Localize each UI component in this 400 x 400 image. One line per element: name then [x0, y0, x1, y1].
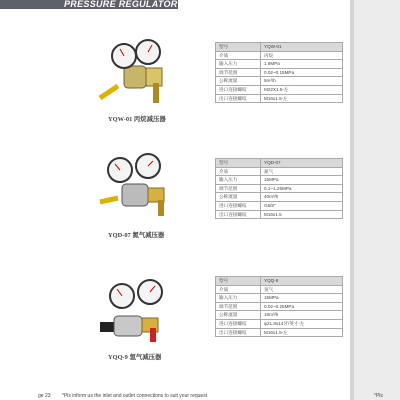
spec-label: 进口连接螺纹 — [216, 201, 261, 210]
spec-row — [216, 77, 343, 86]
spec-value: 0.1~1.25MPa — [261, 184, 343, 193]
footer-note: *Pls inform us the inlet and outlet connections to suit your request — [62, 393, 208, 399]
spec-value: M16x1.5 — [261, 210, 343, 219]
spec-label: 调节范围 — [216, 184, 261, 193]
spec-row — [216, 159, 343, 168]
spec-value: φ21.8x14牙/英寸-左 — [261, 319, 343, 328]
spec-value: 1.6MPa — [261, 60, 343, 69]
spec-value: 0.02~0.15MPa — [261, 68, 343, 77]
spec-label: 出口连接螺纹 — [216, 94, 261, 103]
spec-value: 15MPa — [261, 176, 343, 185]
spec-label: 型号 — [216, 277, 261, 286]
spec-label: 进口连接螺纹 — [216, 319, 261, 328]
spec-value: 5m³/h — [261, 77, 343, 86]
page-number: ge 23 — [38, 393, 51, 399]
spec-label: 输入压力 — [216, 176, 261, 185]
spec-label: 进口连接螺纹 — [216, 85, 261, 94]
spec-row — [216, 176, 343, 185]
page-footer — [0, 393, 400, 400]
next-page-edge — [350, 0, 400, 400]
spec-row — [216, 85, 343, 94]
page-header — [0, 0, 400, 9]
spec-value: 0.02~0.25MPa — [261, 302, 343, 311]
spec-label: 输入压力 — [216, 294, 261, 303]
spec-table — [215, 158, 343, 219]
spec-value: YQQ-9 — [261, 277, 343, 286]
spec-label: 公称流量 — [216, 77, 261, 86]
spec-row — [216, 285, 343, 294]
spec-table — [215, 276, 343, 337]
spec-label: 型号 — [216, 159, 261, 168]
nitrogen-regulator-image — [98, 152, 178, 220]
spec-table — [215, 42, 343, 103]
spec-row — [216, 43, 343, 52]
spec-value: 丙烷 — [261, 51, 343, 60]
spec-row — [216, 210, 343, 219]
spec-row — [216, 328, 343, 337]
spec-label: 介质 — [216, 167, 261, 176]
propane-regulator-image — [98, 38, 178, 108]
spec-row — [216, 51, 343, 60]
next-page-note: *Pls — [374, 393, 383, 399]
spec-value: M16x1.5-左 — [261, 328, 343, 337]
product-name: YQD-07 氮气减压器 — [108, 232, 165, 239]
spec-value: 40m³/h — [261, 193, 343, 202]
spec-label: 公称流量 — [216, 193, 261, 202]
spec-row — [216, 60, 343, 69]
spec-row — [216, 302, 343, 311]
spec-row — [216, 167, 343, 176]
spec-value: 氮气 — [261, 167, 343, 176]
spec-value: 16m³/h — [261, 311, 343, 320]
spec-label: 出口连接螺纹 — [216, 328, 261, 337]
spec-row — [216, 201, 343, 210]
spec-label: 调节范围 — [216, 302, 261, 311]
spec-value: M16x1.5-左 — [261, 94, 343, 103]
spec-row — [216, 184, 343, 193]
spec-label: 公称流量 — [216, 311, 261, 320]
product-name: YQQ-9 氢气减压器 — [108, 354, 162, 361]
spec-value: M22X1.5-左 — [261, 85, 343, 94]
spec-label: 调节范围 — [216, 68, 261, 77]
spec-label: 出口连接螺纹 — [216, 210, 261, 219]
spec-label: 型号 — [216, 43, 261, 52]
spec-row — [216, 294, 343, 303]
hydrogen-regulator-image — [98, 276, 178, 346]
spec-value: YQD-07 — [261, 159, 343, 168]
spec-row — [216, 193, 343, 202]
spec-row — [216, 277, 343, 286]
spec-value: 15MPa — [261, 294, 343, 303]
spec-value: 氢气 — [261, 285, 343, 294]
spec-row — [216, 311, 343, 320]
spec-label: 输入压力 — [216, 60, 261, 69]
spec-row — [216, 68, 343, 77]
spec-label: 介质 — [216, 51, 261, 60]
product-name: YQW-01 丙烷减压器 — [108, 116, 166, 123]
spec-value: YQW-01 — [261, 43, 343, 52]
spec-label: 介质 — [216, 285, 261, 294]
spec-value: G5/8" — [261, 201, 343, 210]
header-title: PRESSURE REGULATOR — [64, 0, 178, 9]
spec-row — [216, 94, 343, 103]
spec-row — [216, 319, 343, 328]
